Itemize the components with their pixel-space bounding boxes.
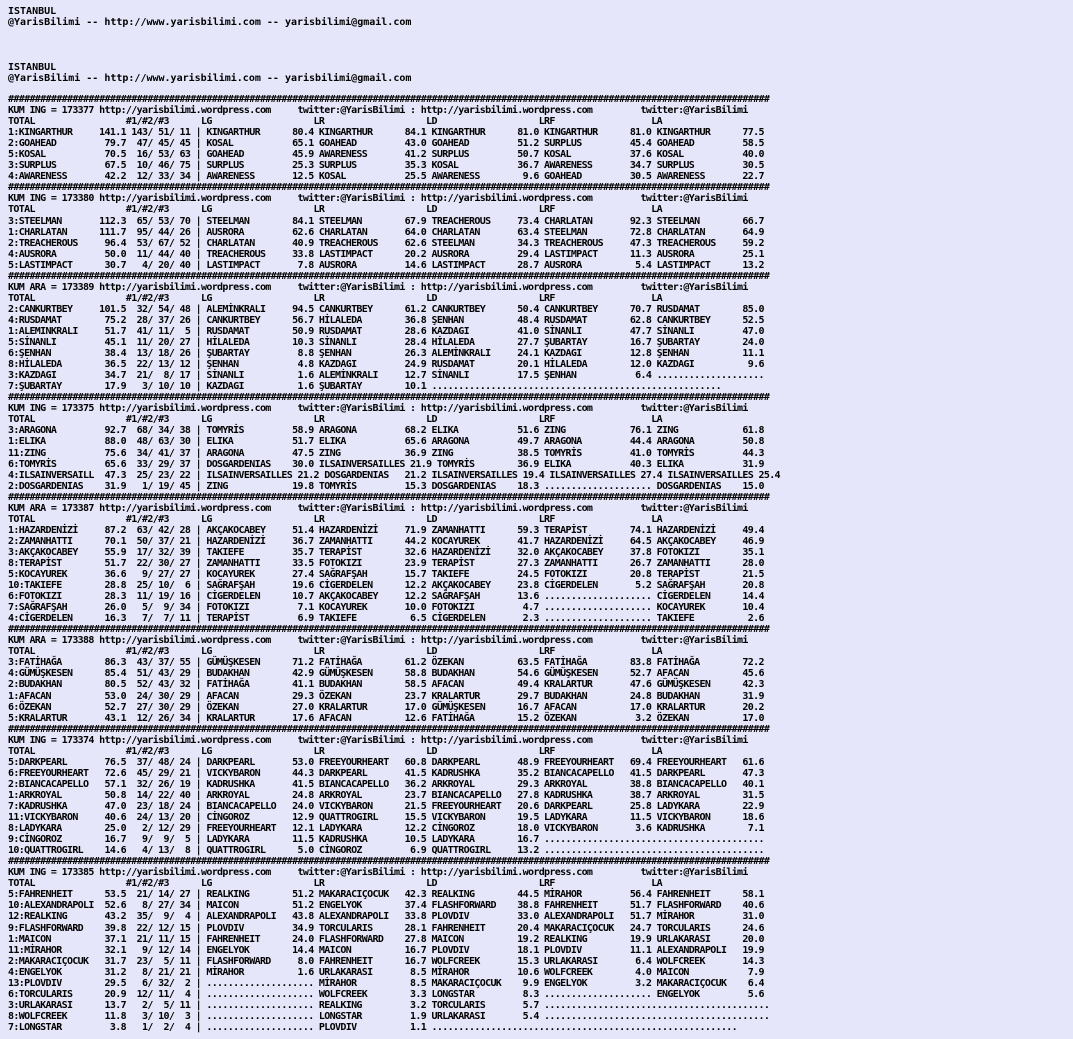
separator-line: ############################################################################################################################################## [8,856,770,868]
table-row: 1:ELIKA 88.0 48/ 63/ 30 | ELIKA 51.7 ELIKA 65.6 ARAGONA 49.7 ARAGONA 44.4 ARAGONA 50.8 [8,436,764,448]
table-row: 5:DARKPEARL 76.5 37/ 48/ 24 | DARKPEARL 53.0 FREEYOURHEART 60.8 DARKPEARL 48.9 FREEYOURHEART 69.4 FREEYOURHEART 61.6 [8,756,764,768]
race-header-line: KUM ARA = 173389 http://yarisbilimi.wordpress.com twitter:@YarisBilimi : http://yarisbilimi.wordpress.com twitter:@YarisBilimi [8,281,748,293]
table-row: 10:QUATTROGIRL 14.6 4/ 13/ 8 | QUATTROGIRL 5.0 CİNGOROZ 6.9 QUATTROGIRL 13.2 ......................................... [8,845,764,857]
table-row: 4:CİGERDELEN 16.3 7/ 7/ 11 | TERAPİST 6.9 TAKIEFE 6.5 CİGERDELEN 2.3 .................... TAKIEFE 2.6 [8,613,764,625]
table-row: 5:FAHRENHEIT 53.5 21/ 14/ 27 | REALKING 51.2 MAKARACIÇOCUK 42.3 REALKING 44.5 MİRAHOR 56.4 FAHRENHEIT 58.1 [8,889,764,901]
table-row: 2:TREACHEROUS 96.4 53/ 67/ 52 | CHARLATAN 40.9 TREACHEROUS 62.6 STEELMAN 34.3 TREACHEROUS 47.3 TREACHEROUS 59.2 [8,237,764,249]
table-row: 2:GOAHEAD 79.7 47/ 45/ 45 | KOSAL 65.1 GOAHEAD 43.0 GOAHEAD 51.2 SURPLUS 45.4 GOAHEAD 58.5 [8,138,764,150]
table-row: 2:BUDAKHAN 80.5 52/ 43/ 32 | FATİHAĞA 41.1 BUDAKHAN 58.5 AFACAN 49.4 KRALARTUR 47.6 GÜMÜŞKESEN 42.3 [8,679,764,691]
column-header-line: TOTAL #1/#2/#3 LG LR LD LRF LA [8,204,662,216]
table-row: 4:AUSRORA 50.0 11/ 44/ 40 | TREACHEROUS 33.8 LASTIMPACT 20.2 AUSRORA 29.4 LASTIMPACT 11.3 AUSRORA 25.1 [8,248,764,260]
separator-line: ############################################################################################################################################## [8,94,770,105]
separator-line: ############################################################################################################################################## [8,392,770,404]
table-row: 4:ILSAINVERSAILL 47.3 25/ 23/ 22 | ILSAINVERSAILLES 21.2 DOSGARDENIAS 21.2 ILSAINVERSAILLES 19.4 ILSAINVERSAILLES 27.4 ILSAINVERSAILLES 25.4 [8,469,780,481]
race-header-line: KUM ING = 173375 http://yarisbilimi.wordpress.com twitter:@YarisBilimi : http://yarisbilimi.wordpress.com twitter:@YarisBilimi [8,403,748,415]
table-row: 7:LONGSTAR 3.8 1/ 2/ 4 | .................... PLOVDIV 1.1 ......................................................... [8,1021,738,1033]
table-row: 13:PLOVDIV 29.5 6/ 32/ 2 | .................... MİRAHOR 8.5 MAKARACIÇOCUK 9.9 ENGELYOK 3.2 MAKARACIÇOCUK 6.4 [8,977,764,989]
separator-line: ############################################################################################################################################## [8,624,770,636]
race-header-line: KUM ING = 173374 http://yarisbilimi.wordpress.com twitter:@YarisBilimi : http://yarisbilimi.wordpress.com twitter:@YarisBilimi [8,734,748,746]
separator-line: ############################################################################################################################################## [8,270,770,282]
table-row: 9:CİNGOROZ 16.7 9/ 9/ 5 | LADYKARA 11.5 KADRUSHKA 10.5 LADYKARA 16.7 ......................................... [8,834,764,846]
table-row: 2:MAKARACIÇOCUK 31.7 23/ 5/ 11 | FLASHFORWARD 8.0 FAHRENHEIT 16.7 WOLFCREEK 15.3 URLAKARASI 6.4 WOLFCREEK 14.3 [8,955,764,967]
table-row: 2:CANKURTBEY 101.5 32/ 54/ 48 | ALEMİNKRALI 94.5 CANKURTBEY 61.2 CANKURTBEY 50.4 CANKURTBEY 70.7 RUSDAMAT 85.0 [8,303,764,315]
table-row: 1:KINGARTHUR 141.1 143/ 51/ 11 | KINGARTHUR 80.4 KINGARTHUR 84.1 KINGARTHUR 81.0 KINGARTHUR 81.0 KINGARTHUR 77.5 [8,127,764,139]
table-row: 8:TERAPİST 51.7 22/ 30/ 27 | ZAMANHATTI 33.5 FOTOKIZI 23.9 TERAPİST 27.3 ZAMANHATTI 26.7 ZAMANHATTI 28.0 [8,557,764,569]
column-header-line: TOTAL #1/#2/#3 LG LR LD LRF LA [8,878,662,890]
table-row: 8:HİLALEDA 36.5 22/ 13/ 12 | ŞENHAN 4.8 KAZDAGI 24.9 RUSDAMAT 20.1 HİLALEDA 12.0 KAZDAGI 9.6 [8,359,764,371]
table-row: 7:KADRUSHKA 47.0 23/ 18/ 24 | BIANCACAPELLO 24.0 VICKYBARON 21.5 FREEYOURHEART 20.6 DARKPEARL 25.8 LADYKARA 22.9 [8,801,764,812]
column-header-line: TOTAL #1/#2/#3 LG LR LD LRF LA [8,116,662,128]
table-row: 1:MAICON 37.1 21/ 11/ 15 | FAHRENHEIT 24.0 FLASHFORWARD 27.8 MAICON 19.2 REALKING 19.9 URLAKARASI 20.0 [8,933,764,945]
table-row: 6:TORCULARIS 20.9 12/ 11/ 4 | .................... WOLFCREEK 3.3 LONGSTAR 8.3 .................... ENGELYOK 5.6 [8,988,764,1000]
table-row: 6:ÖZEKAN 52.7 27/ 30/ 29 | ÖZEKAN 27.0 KRALARTUR 17.0 GÜMÜŞKESEN 16.7 AFACAN 17.0 KRALARTUR 20.2 [8,701,764,713]
table-row: 5:KOCAYUREK 36.6 9/ 27/ 27 | KOCAYUREK 27.4 SAĞRAFŞAH 15.7 TAKIEFE 24.5 FOTOKIZI 20.8 TERAPİST 21.5 [8,569,764,581]
table-row: 6:TOMYRİS 65.6 33/ 29/ 37 | DOSGARDENIAS 30.0 ILSAINVERSAILLES 21.9 TOMYRİS 36.9 ELIKA 40.3 ELIKA 31.9 [8,458,764,470]
table-row: 11:VICKYBARON 40.6 24/ 13/ 20 | CİNGOROZ 12.9 QUATTROGIRL 15.5 VICKYBARON 19.5 LADYKARA 11.5 VICKYBARON 18.6 [8,812,764,824]
table-row: 5:KRALARTUR 43.1 12/ 26/ 34 | KRALARTUR 17.6 AFACAN 12.6 FATİHAĞA 15.2 ÖZEKAN 3.2 ÖZEKAN 17.0 [8,712,764,724]
table-row: 8:LADYKARA 25.0 2/ 12/ 29 | FREEYOURHEART 12.1 LADYKARA 12.2 CİNGOROZ 18.0 VICKYBARON 3.6 KADRUSHKA 7.1 [8,823,764,835]
table-row: 3:KAZDAGI 34.7 21/ 8/ 17 | SİNANLI 1.6 ALEMİNKRALI 12.7 SİNANLI 17.5 ŞENHAN 6.4 .................... [8,370,764,382]
separator-line: ############################################################################################################################################## [8,182,770,194]
race-header-line: KUM ING = 173380 http://yarisbilimi.wordpress.com twitter:@YarisBilimi : http://yarisbilimi.wordpress.com twitter:@YarisBilimi [8,193,748,205]
table-row: 1:AFACAN 53.0 24/ 30/ 29 | AFACAN 29.3 ÖZEKAN 23.7 KRALARTUR 29.7 BUDAKHAN 24.8 BUDAKHAN 31.9 [8,690,764,702]
race-header-line: KUM ING = 173385 http://yarisbilimi.wordpress.com twitter:@YarisBilimi : http://yarisbilimi.wordpress.com twitter:@YarisBilimi [8,867,748,879]
table-row: 7:SAĞRAFŞAH 26.0 5/ 9/ 34 | FOTOKIZI 7.1 KOCAYUREK 10.0 FOTOKIZI 4.7 .................... KOCAYUREK 10.4 [8,602,764,614]
table-row: 1:ARKROYAL 50.8 14/ 22/ 40 | ARKROYAL 24.8 ARKROYAL 23.7 BIANCACAPELLO 27.8 KADRUSHKA 38.7 ARKROYAL 31.5 [8,789,764,801]
table-row: 4:AWARENESS 42.2 12/ 33/ 34 | AWARENESS 12.5 KOSAL 25.5 AWARENESS 9.6 GOAHEAD 30.5 AWARENESS 22.7 [8,171,764,183]
table-row: 1:CHARLATAN 111.7 95/ 44/ 26 | AUSRORA 62.6 CHARLATAN 64.0 CHARLATAN 63.4 STEELMAN 72.8 CHARLATAN 64.9 [8,226,764,238]
table-row: 6:ŞENHAN 38.4 13/ 18/ 26 | ŞUBARTAY 8.8 ŞENHAN 26.3 ALEMİNKRALI 24.1 KAZDAGI 12.8 ŞENHAN 11.1 [8,348,764,360]
table-row: 4:RUSDAMAT 75.2 28/ 37/ 26 | CANKURTBEY 56.7 HİLALEDA 36.8 ŞENHAN 48.4 RUSDAMAT 62.8 CANKURTBEY 52.5 [8,314,764,326]
separator-line: ############################################################################################################################################## [8,723,770,735]
table-row: 4:ENGELYOK 31.2 8/ 21/ 21 | MİRAHOR 1.6 URLAKARASI 8.5 MİRAHOR 10.6 WOLFCREEK 4.0 MAICON 7.9 [8,966,764,978]
table-row: 2:BIANCACAPELLO 57.1 32/ 26/ 19 | KADRUSHKA 41.5 BIANCACAPELLO 36.2 ARKROYAL 29.3 ARKROYAL 38.8 BIANCACAPELLO 40.1 [8,778,764,790]
table-row: 10:TAKIEFE 28.8 25/ 10/ 6 | SAĞRAFŞAH 19.6 CİGERDELEN 12.2 AKÇAKOCABEY 23.8 CİGERDELEN 5.2 SAĞRAFŞAH 20.8 [8,580,764,592]
table-row: 1:ALEMINKRALI 51.7 41/ 11/ 5 | RUSDAMAT 50.9 RUSDAMAT 28.6 KAZDAGI 41.0 SİNANLI 47.7 SİNANLI 47.0 [8,325,764,337]
header-city: ISTANBUL [8,62,57,73]
table-row: 2:ZAMANHATTI 70.1 50/ 37/ 21 | HAZARDENİZİ 36.7 ZAMANHATTI 44.2 KOCAYUREK 41.7 HAZARDENİZİ 64.5 AKÇAKOCABEY 46.9 [8,535,764,547]
race-header-line: KUM ARA = 173387 http://yarisbilimi.wordpress.com twitter:@YarisBilimi : http://yarisbilimi.wordpress.com twitter:@YarisBilimi [8,502,748,514]
table-row: 6:FOTOKIZI 28.3 11/ 19/ 16 | CİGERDELEN 10.7 AKÇAKOCABEY 12.2 SAĞRAFŞAH 13.6 .................... CİGERDELEN 14.4 [8,591,764,603]
table-row: 5:KOSAL 70.5 16/ 53/ 63 | GOAHEAD 45.9 AWARENESS 41.2 SURPLUS 50.7 KOSAL 37.6 KOSAL 40.0 [8,149,764,161]
table-row: 3:SURPLUS 67.5 10/ 46/ 75 | SURPLUS 25.3 SURPLUS 35.3 KOSAL 36.7 AWARENESS 34.7 SURPLUS 30.5 [8,160,764,172]
table-row: 2:DOSGARDENIAS 31.9 1/ 19/ 45 | ZING 19.8 TOMYRİS 15.3 DOSGARDENIAS 18.3 .................... DOSGARDENIAS 15.0 [8,480,764,492]
separator-line: ############################################################################################################################################## [8,491,770,503]
table-row: 3:STEELMAN 112.3 65/ 53/ 70 | STEELMAN 84.1 STEELMAN 67.9 TREACHEROUS 73.4 CHARLATAN 92.3 STEELMAN 66.7 [8,215,764,227]
table-row: 5:LASTIMPACT 30.7 4/ 20/ 40 | LASTIMPACT 7.8 AUSRORA 14.6 LASTIMPACT 28.7 AUSRORA 5.4 LASTIMPACT 13.2 [8,259,764,271]
table-row: 4:GÜMÜŞKESEN 85.4 51/ 43/ 29 | BUDAKHAN 42.9 GÜMÜŞKESEN 58.8 BUDAKHAN 54.6 GÜMÜŞKESEN 52.7 AFACAN 45.6 [8,668,764,680]
table-row: 3:ARAGONA 92.7 68/ 34/ 38 | TOMYRİS 58.9 ARAGONA 68.2 ELIKA 51.6 ZING 76.1 ZING 61.8 [8,425,764,437]
header-contact: @YarisBilimi -- http://www.yarisbilimi.com -- yarisbilimi@gmail.com [8,17,412,29]
table-row: 11:MİRAHOR 32.1 9/ 12/ 14 | ENGELYOK 14.4 MAICON 16.7 PLOVDIV 18.1 PLOVDIV 11.1 ALEXANDRAPOLI 19.9 [8,944,764,956]
table-row: 3:URLAKARASI 13.7 2/ 5/ 11 | .................... REALKING 3.2 TORCULARIS 5.7 .......................................... [8,999,770,1011]
table-row: 1:HAZARDENİZİ 87.2 63/ 42/ 28 | AKÇAKOCABEY 51.4 HAZARDENİZİ 71.9 ZAMANHATTI 59.3 TERAPİST 74.1 HAZARDENİZİ 49.4 [8,524,764,536]
column-header-line: TOTAL #1/#2/#3 LG LR LD LRF LA [8,513,662,525]
table-row: 8:WOLFCREEK 11.8 3/ 10/ 3 | .................... LONGSTAR 1.9 URLAKARASI 5.4 .......................................... [8,1010,770,1022]
page-header [8,6,411,28]
table-row: 7:ŞUBARTAY 17.9 3/ 10/ 10 | KAZDAGI 1.6 ŞUBARTAY 10.1 ...................................................... [8,381,721,393]
table-row: 3:FATİHAĞA 86.3 43/ 37/ 55 | GÜMÜŞKESEN 71.2 FATİHAĞA 61.2 ÖZEKAN 63.5 FATİHAĞA 83.8 FATİHAĞA 72.2 [8,657,764,669]
table-row: 11:ZING 75.6 34/ 41/ 37 | ARAGONA 47.5 ZING 36.9 ZING 38.5 TOMYRİS 41.0 TOMYRİS 44.3 [8,447,764,459]
table-row: 3:AKÇAKOCABEY 55.9 17/ 32/ 39 | TAKIEFE 35.7 TERAPİST 32.6 HAZARDENİZİ 32.0 AKÇAKOCABEY 37.8 FOTOKIZI 35.1 [8,546,764,558]
column-header-line: TOTAL #1/#2/#3 LG LR LD LRF LA [8,745,662,757]
column-header-line: TOTAL #1/#2/#3 LG LR LD LRF LA [8,292,662,304]
table-row: 6:FREEYOURHEART 72.6 45/ 29/ 21 | VICKYBARON 44.3 DARKPEARL 41.5 KADRUSHKA 35.2 BIANCACAPELLO 41.5 DARKPEARL 47.3 [8,767,764,779]
table-row: 10:ALEXANDRAPOLI 52.6 8/ 27/ 34 | MAICON 51.2 ENGELYOK 37.4 FLASHFORWARD 38.8 FAHRENHEIT 51.7 FLASHFORWARD 40.6 [8,900,764,912]
table-row: 12:REALKING 43.2 35/ 9/ 4 | ALEXANDRAPOLI 43.8 ALEXANDRAPOLI 33.8 PLOVDIV 33.0 ALEXANDRAPOLI 51.7 MİRAHOR 31.0 [8,911,764,923]
race-header-line: KUM ARA = 173388 http://yarisbilimi.wordpress.com twitter:@YarisBilimi : http://yarisbilimi.wordpress.com twitter:@YarisBilimi [8,635,748,647]
column-header-line: TOTAL #1/#2/#3 LG LR LD LRF LA [8,414,662,426]
header-contact: @YarisBilimi -- http://www.yarisbilimi.com -- yarisbilimi@gmail.com [8,73,412,85]
page-header-repeat [8,62,411,84]
race-tables [8,94,780,1033]
table-row: 5:SİNANLI 45.1 11/ 20/ 27 | HİLALEDA 10.3 SİNANLI 28.4 HİLALEDA 27.7 ŞUBARTAY 16.7 ŞUBARTAY 24.0 [8,337,764,349]
header-city: ISTANBUL [8,6,57,17]
column-header-line: TOTAL #1/#2/#3 LG LR LD LRF LA [8,646,662,658]
race-header-line: KUM ING = 173377 http://yarisbilimi.wordpress.com twitter:@YarisBilimi : http://yarisbilimi.wordpress.com twitter:@YarisBilimi [8,105,748,117]
table-row: 9:FLASHFORWARD 39.8 22/ 12/ 15 | PLOVDIV 34.9 TORCULARIS 28.1 FAHRENHEIT 20.4 MAKARACIÇOCUK 24.7 TORCULARIS 24.6 [8,922,764,934]
